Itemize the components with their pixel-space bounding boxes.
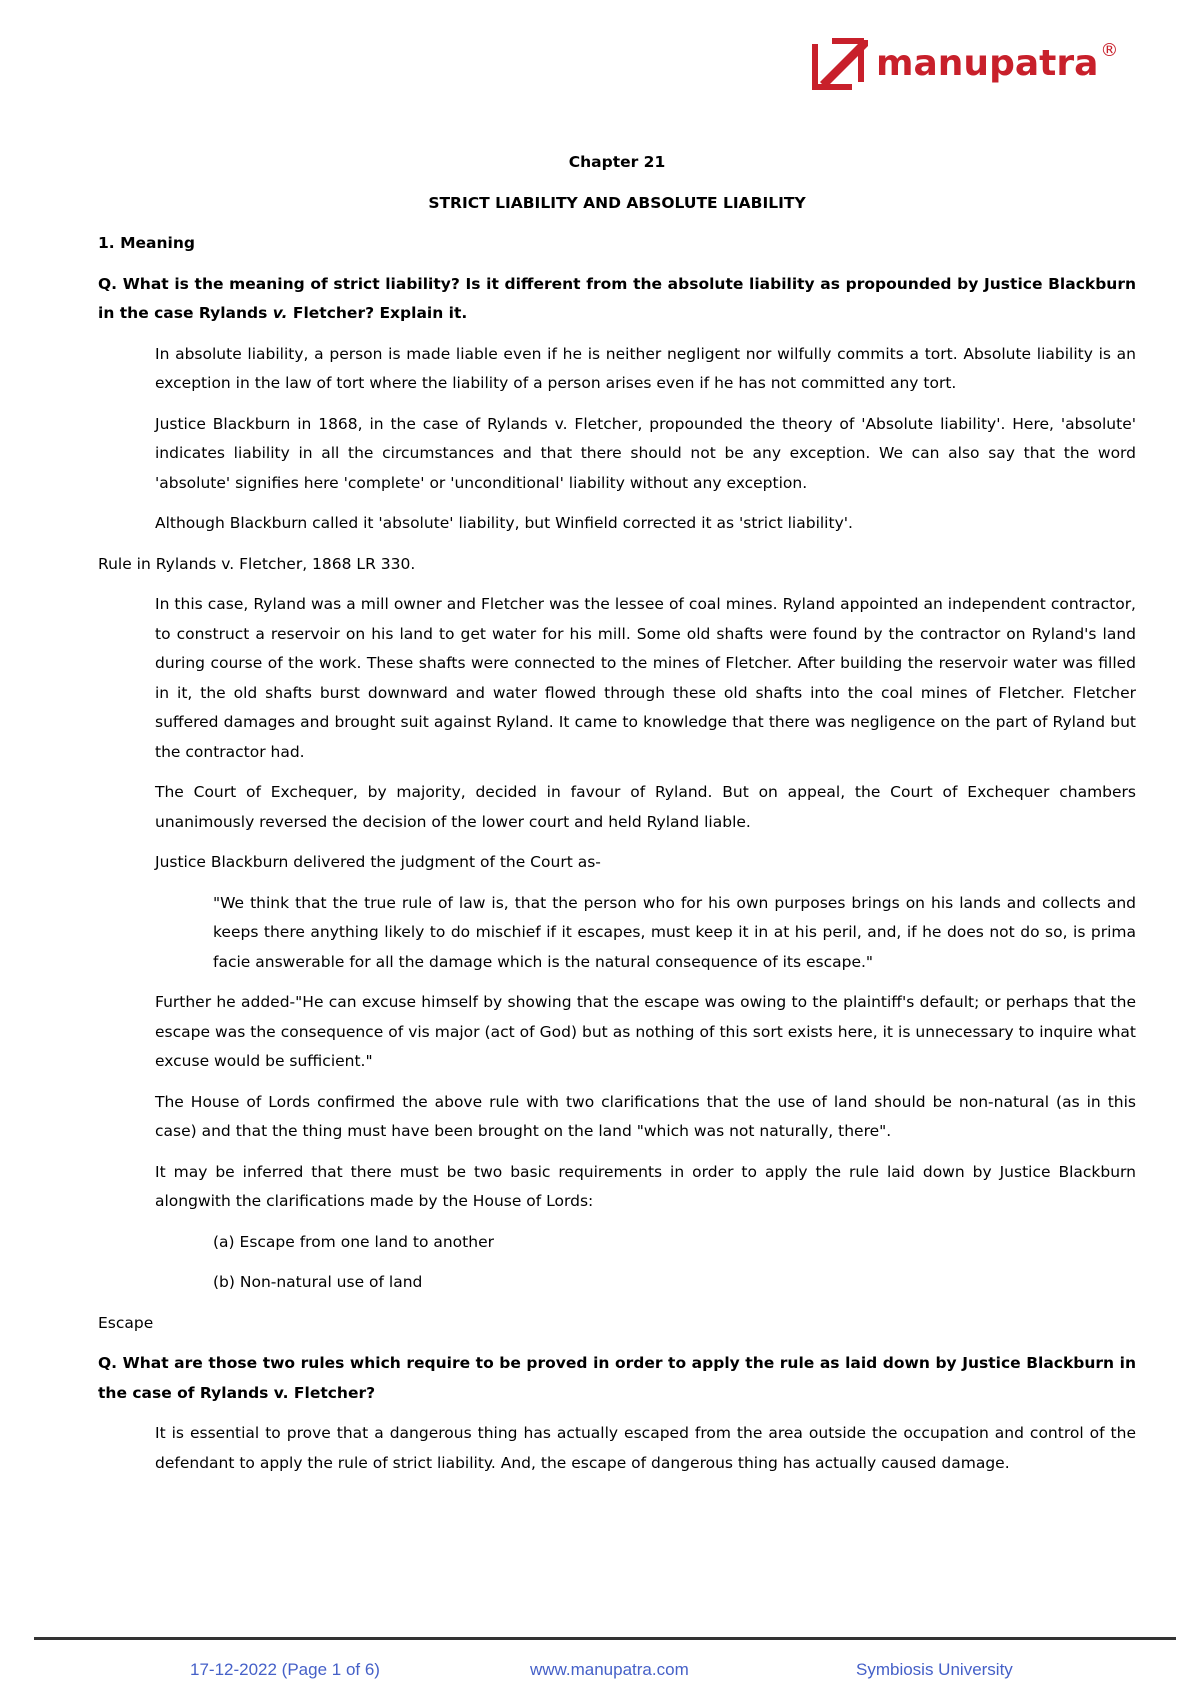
footer-organization: Symbiosis University (856, 1660, 1013, 1679)
footer-divider (34, 1637, 1176, 1640)
question-1-v: v. (272, 304, 288, 322)
chapter-title: STRICT LIABILITY AND ABSOLUTE LIABILITY (428, 193, 806, 212)
paragraph-court-decision: The Court of Exchequer, by majority, decided in favour of Ryland. But on appeal, the Court of Exchequer chambers unanimously reversed the decision of the lower court and held Ryland liable. (155, 783, 1136, 831)
footer-page-info: 17-12-2022 (Page 1 of 6) (190, 1660, 380, 1679)
manupatra-logo-icon (812, 36, 868, 92)
paragraph-further-added: Further he added-"He can excuse himself by showing that the escape was owing to the plaintiff's default; or perhaps that the escape was the consequence of vis major (act of God) but as nothing of this sort exists here, it is unnecessary to inquire what excuse would be sufficient." (155, 993, 1136, 1070)
paragraph-absolute-liability: In absolute liability, a person is made liable even if he is neither negligent nor wilfully commits a tort. Absolute liability is an exception in the law of tort where the liability of a person arises even if he has not committed any tort. (155, 344, 1136, 392)
paragraph-requirements: It may be inferred that there must be two basic requirements in order to apply the rule laid down by Justice Blackburn alongwith the clarifications made by the House of Lords: (155, 1162, 1136, 1210)
list-item-non-natural-use: (b) Non-natural use of land (213, 1273, 423, 1291)
paragraph-house-of-lords: The House of Lords confirmed the above rule with two clarifications that the use of land should be non-natural (as in this case) and that the thing must have been brought on the land "which was not naturally, there". (155, 1092, 1136, 1140)
list-item-escape: (a) Escape from one land to another (213, 1232, 494, 1251)
judgment-quote: "We think that the true rule of law is, that the person who for his own purposes brings on his lands and collects and keeps there anything likely to do mischief if it escapes, must keep it in at his peril, and, if he does not do so, is prima facie answerable for all the damage which is the natural consequence of its escape." (213, 893, 1136, 971)
question-1-text: Q. What is the meaning of strict liability? Is it different from the absolute liability as propounded by Justice Blackburn in the case Rylands (98, 274, 1136, 322)
paragraph-case-facts: In this case, Ryland was a mill owner and Fletcher was the lessee of coal mines. Ryland appointed an independent contractor, to construct a reservoir on his land to get water for his mill. Some old shafts were found by the contractor on Ryland's land during course of the work. These shafts were connected to the mines of Fletcher. After building the reservoir water was filled in it, the old shafts burst downward and water flowed through these old shafts into the coal mines of Fletcher. Fletcher suffered damages and brought suit against Ryland. It came to knowledge that there was negligence on the part of Ryland but the contractor had. (155, 595, 1136, 761)
logo-wordmark: manupatra (876, 43, 1099, 84)
paragraph-escape-proof: It is essential to prove that a dangerous thing has actually escaped from the area outside the occupation and control of the defendant to apply the rule of strict liability. And, the escape of dangerous thing has actually caused damage. (155, 1424, 1136, 1472)
question-1 (98, 270, 1136, 329)
manupatra-logo (812, 36, 1118, 92)
registered-mark: ® (1100, 39, 1119, 61)
question-2: Q. What are those two rules which require to be proved in order to apply the rule as laid down by Justice Blackburn in the case of Rylands v. Fletcher? (98, 1354, 1136, 1402)
footer-website-link[interactable]: www.manupatra.com (530, 1660, 689, 1679)
paragraph-winfield: Although Blackburn called it 'absolute' liability, but Winfield corrected it as 'strict liability'. (155, 514, 853, 532)
paragraph-judgment-intro: Justice Blackburn delivered the judgment of the Court as- (155, 853, 601, 871)
rule-heading: Rule in Rylands v. Fletcher, 1868 LR 330. (98, 554, 416, 573)
document-body (98, 148, 1136, 1478)
chapter-number: Chapter 21 (568, 153, 666, 171)
section-heading-meaning: 1. Meaning (98, 234, 195, 252)
question-1-end: Fletcher? Explain it. (287, 304, 468, 322)
paragraph-blackburn-theory: Justice Blackburn in 1868, in the case of Rylands v. Fletcher, propounded the theory of 'Absolute liability'. Here, 'absolute' indicates liability in all the circumstances and that there should not be any exception. We can also say that the word 'absolute' signifies here 'complete' or 'unconditional' liability without any exception. (155, 414, 1136, 492)
escape-heading: Escape (98, 1313, 154, 1332)
